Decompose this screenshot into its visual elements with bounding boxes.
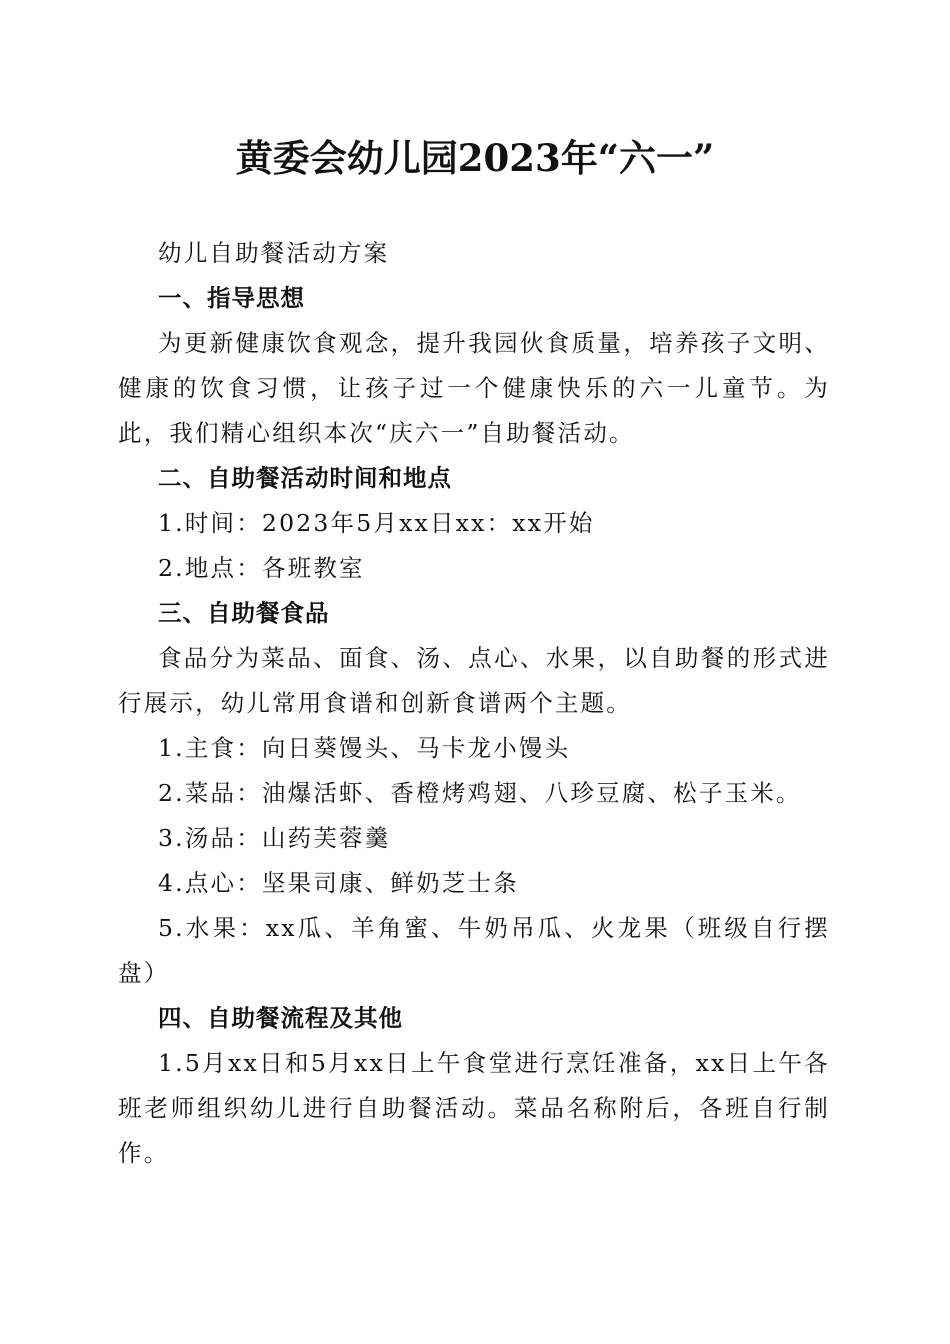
list-item-soup: 3.汤品：山药芙蓉羹 xyxy=(158,824,391,852)
paragraph-guiding: 为更新健康饮食观念，提升我园伙食质量，培养孩子文明、健康的饮食习惯，让孩子过一个健康快乐的六一儿童节。为此，我们精心组织本次“庆六一”自助餐活动。 xyxy=(118,329,830,447)
list-item-snacks: 4.点心：坚果司康、鲜奶芝士条 xyxy=(158,869,519,897)
section-heading-process: 四、自助餐流程及其他 xyxy=(158,1004,403,1032)
document-body xyxy=(118,231,830,1176)
section-heading-time-place: 二、自助餐活动时间和地点 xyxy=(158,464,452,492)
section-heading-guiding: 一、指导思想 xyxy=(158,284,305,312)
list-item-fruit: 5.水果：xx瓜、羊角蜜、牛奶吊瓜、火龙果（班级自行摆盘） xyxy=(118,914,830,987)
list-item-process: 1.5月xx日和5月xx日上午食堂进行烹饪准备，xx日上午各班老师组织幼儿进行自助餐活动。菜品名称附后，各班自行制作。 xyxy=(118,1049,830,1167)
document-title: 黄委会幼儿园2023年“六一” xyxy=(235,136,715,180)
list-item-place: 2.地点：各班教室 xyxy=(158,554,365,582)
paragraph-food: 食品分为菜品、面食、汤、点心、水果，以自助餐的形式进行展示，幼儿常用食谱和创新食谱两个主题。 xyxy=(118,644,830,717)
list-item-time: 1.时间：2023年5月xx日xx：xx开始 xyxy=(158,509,595,537)
section-heading-food: 三、自助餐食品 xyxy=(158,599,330,627)
list-item-staple: 1.主食：向日葵馒头、马卡龙小馒头 xyxy=(158,734,571,762)
document-subtitle: 幼儿自助餐活动方案 xyxy=(158,239,390,267)
list-item-dishes: 2.菜品：油爆活虾、香橙烤鸡翅、八珍豆腐、松子玉米。 xyxy=(158,779,802,807)
